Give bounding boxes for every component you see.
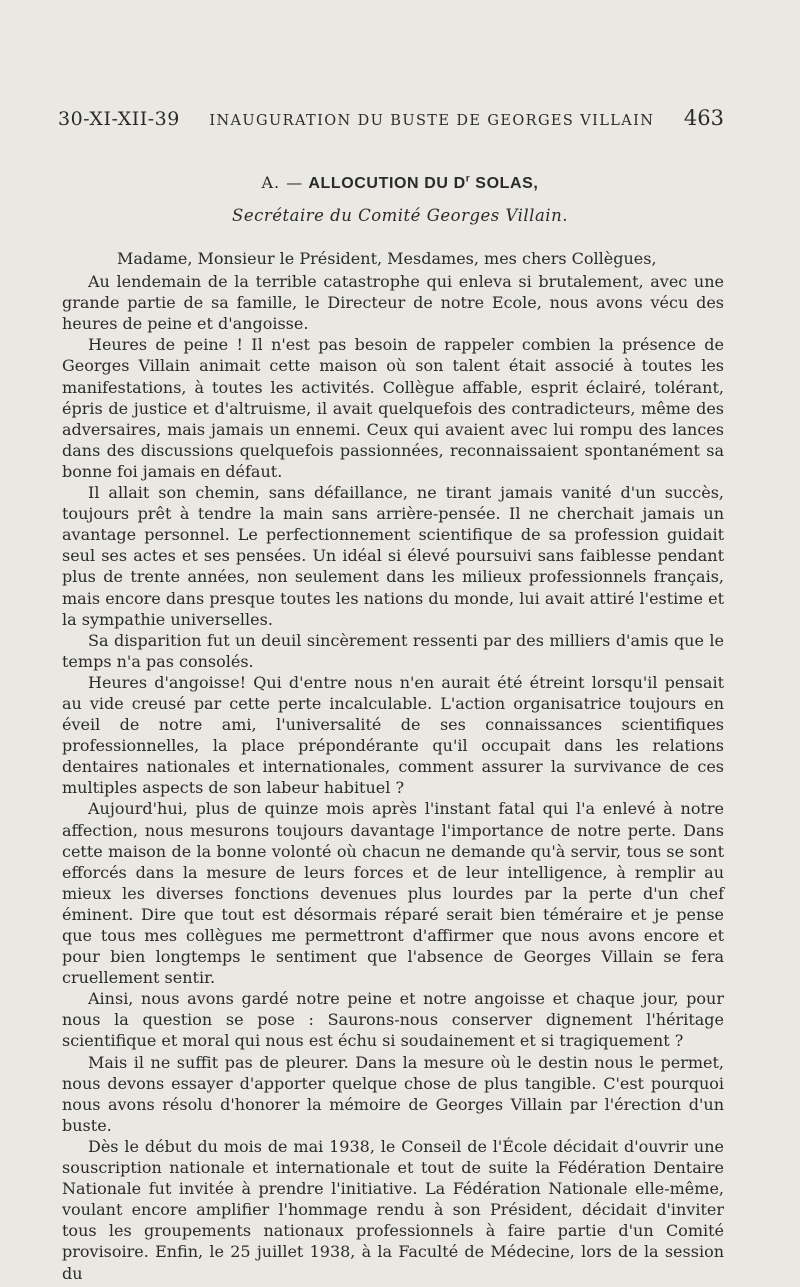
page-number: 463 (683, 106, 724, 130)
paragraph: Heures d'angoisse! Qui d'entre nous n'en aurait été étreint lorsqu'il pensait au vide creusé par cette perte incalculable. L'action organisatrice toujours en éveil de notre ami, l'universalité de ses connaissances scientifiques professionnelles, la place prépondérante qu'il occupait dans les relations dentaires nationales et internationales, comment assurer la survivance de ces multiples aspects de son labeur habituel ? (62, 672, 724, 798)
paragraph: Au lendemain de la terrible catastrophe qui enleva si brutalement, avec une grande partie de sa famille, le Directeur de notre Ecole, nous avons vécu des heures de peine et d'angoisse. (62, 272, 724, 334)
speaker-role: Secrétaire du Comité Georges Villain. (232, 206, 568, 225)
paragraph: Il allait son chemin, sans défaillance, ne tirant jamais vanité d'un succès, toujours prêt à tendre la main sans arrière-pensée. Il ne cherchait jamais un avantage personnel. Le perfectionnement scientifique de sa profession guidait seul ses actes et ses pensées. Un idéal si élevé poursuivi sans faiblesse pendant plus de trente années, non seulement dans les milieux professionnels français, mais encore dans presque toutes les nations du monde, lui avait attiré l'estime et la sympathie universelles. (62, 483, 724, 629)
section-title-text: ALLOCUTION DU D (308, 175, 466, 192)
paragraph: Heures de peine ! Il n'est pas besoin de rappeler combien la présence de Georges Villain animait cette maison où son talent était associé à toutes les manifestations, à toutes les activités. Collègue affable, esprit éclairé, tolérant, épris de justice et d'altruisme, il avait quelquefois des contradicteurs, même des adversaires, mais jamais un ennemi. Ceux qui avaient avec lui rompu des lances dans des discussions quelquefois passionnées, reconnaissaient spontanément sa bonne foi jamais en défaut. (62, 335, 724, 481)
section-title (308, 175, 538, 192)
paragraph: Sa disparition fut un deuil sincèrement ressenti par des milliers d'amis que le temps n'a pas consolés. (62, 630, 724, 671)
section-letter: A. — (261, 173, 304, 192)
running-head (58, 106, 724, 130)
salutation: Madame, Monsieur le Président, Mesdames, mes chers Collègues, (117, 249, 657, 268)
paragraph: Dès le début du mois de mai 1938, le Conseil de l'École décidait d'ouvrir une souscription nationale et internationale et tout de suite la Fédération Dentaire Nationale fut invitée à prendre l'initiative. La Fédération Nationale elle-même, voulant encore amplifier l'hommage rendu à son Président, décidait d'inviter tous les groupements nationaux professionnels à faire partie d'un Comité provisoire. Enfin, le 25 juillet 1938, à la Faculté de Médecine, lors de la session du (62, 1136, 724, 1283)
running-title: INAUGURATION DU BUSTE DE GEORGES VILLAIN (209, 113, 655, 129)
paragraph: Aujourd'hui, plus de quinze mois après l'instant fatal qui l'a enlevé à notre affection, nous mesurons toujours davantage l'importance de notre perte. Dans cette maison de la bonne volonté où chacun ne demande qu'à servir, tous se sont efforcés dans la mesure de leurs forces et de leur intelligence, à remplir au mieux les diverses fonctions devenues plus lourdes par la perte d'un chef éminent. Dire que tout est désormais réparé serait bien téméraire et je pense que tous mes collègues me permettront d'affirmer que nous avons encore et pour bien longtemps le sentiment que l'absence de Georges Villain se fera cruellement sentir. (62, 799, 724, 988)
paragraph: Ainsi, nous avons gardé notre peine et notre angoisse et chaque jour, pour nous la question se pose : Saurons-nous conserver dignement l'héritage scientifique et moral qui nous est échu si soudainement et si tragiquement ? (62, 989, 724, 1051)
section-heading (0, 173, 800, 193)
paragraph: Mais il ne suffit pas de pleurer. Dans la mesure où le destin nous le permet, nous devons essayer d'apporter quelque chose de plus tangible. C'est pourquoi nous avons résolu d'honorer la mémoire de Georges Villain par l'érection d'un buste. (62, 1052, 724, 1135)
title-superscript: r (465, 173, 471, 185)
issue-date: 30-XI-XII-39 (58, 108, 180, 130)
body-text (62, 248, 724, 1284)
speaker-name: SOLAS, (470, 175, 539, 192)
